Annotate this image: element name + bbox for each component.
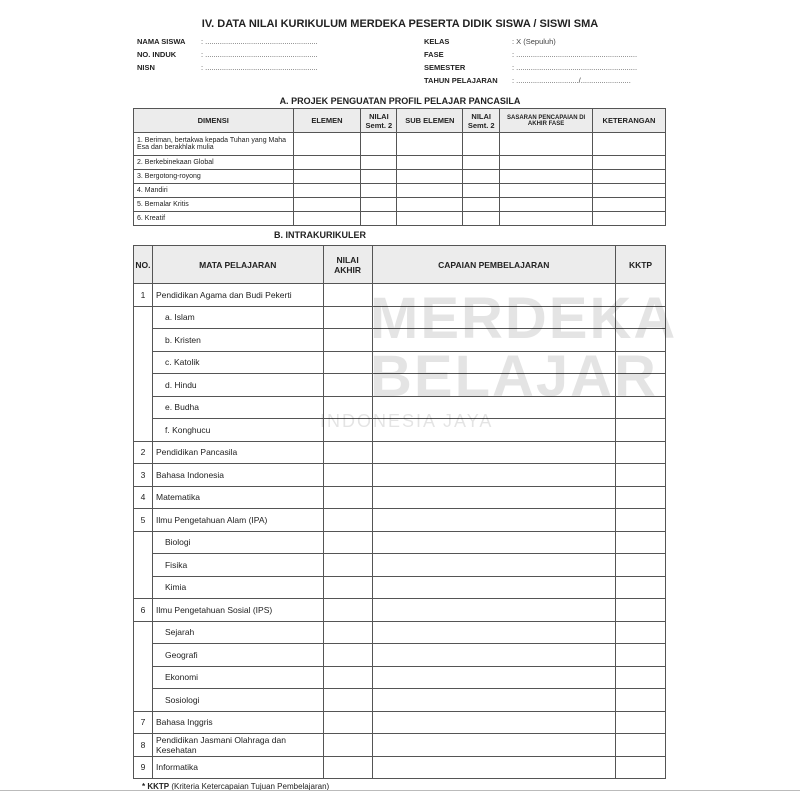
entry-cell[interactable] xyxy=(293,212,361,226)
section-b-title: B. INTRAKURIKULER xyxy=(274,230,366,240)
kktp-cell[interactable] xyxy=(616,531,666,554)
entry-cell[interactable] xyxy=(593,170,666,184)
entry-cell[interactable] xyxy=(463,170,500,184)
info-row xyxy=(424,63,637,76)
nilai-akhir-cell[interactable] xyxy=(323,329,372,352)
subject-name: Ekonomi xyxy=(152,666,323,689)
table-row xyxy=(134,329,666,352)
nilai-akhir-cell[interactable] xyxy=(323,666,372,689)
table-row xyxy=(134,374,666,397)
dimensi-cell: 6. Kreatif xyxy=(134,212,294,226)
capaian-cell[interactable] xyxy=(372,509,615,532)
capaian-cell[interactable] xyxy=(372,329,615,352)
nilai-akhir-cell[interactable] xyxy=(323,756,372,779)
subject-name: Pendidikan Agama dan Budi Pekerti xyxy=(152,284,323,307)
nilai-akhir-cell[interactable] xyxy=(323,419,372,442)
row-number: 7 xyxy=(134,711,153,734)
capaian-cell[interactable] xyxy=(372,554,615,577)
nilai-akhir-cell[interactable] xyxy=(323,284,372,307)
projek-table xyxy=(133,108,666,226)
capaian-cell[interactable] xyxy=(372,599,615,622)
entry-cell[interactable] xyxy=(293,133,361,156)
kktp-cell[interactable] xyxy=(616,621,666,644)
subject-name: d. Hindu xyxy=(152,374,323,397)
kktp-cell[interactable] xyxy=(616,441,666,464)
dimensi-cell: 4. Mandiri xyxy=(134,184,294,198)
table-row xyxy=(134,464,666,487)
entry-cell[interactable] xyxy=(397,198,463,212)
nilai-akhir-cell[interactable] xyxy=(323,599,372,622)
footnote-text: (Kriteria Ketercapaian Tujuan Pembelajaran) xyxy=(169,782,330,791)
table-row xyxy=(134,198,666,212)
table-row xyxy=(134,509,666,532)
row-number: 1 xyxy=(134,284,153,307)
info-row xyxy=(137,37,318,50)
table-row xyxy=(134,576,666,599)
entry-cell[interactable] xyxy=(397,212,463,226)
column-header: DIMENSI xyxy=(134,109,294,133)
column-header: MATA PELAJARAN xyxy=(152,246,323,284)
entry-cell[interactable] xyxy=(397,156,463,170)
nilai-akhir-cell[interactable] xyxy=(323,351,372,374)
kktp-cell[interactable] xyxy=(616,599,666,622)
entry-cell[interactable] xyxy=(593,198,666,212)
capaian-cell[interactable] xyxy=(372,396,615,419)
capaian-cell[interactable] xyxy=(372,644,615,667)
column-header: SUB ELEMEN xyxy=(397,109,463,133)
subject-name: Informatika xyxy=(152,756,323,779)
nilai-akhir-cell[interactable] xyxy=(323,531,372,554)
subject-name: Kimia xyxy=(152,576,323,599)
row-number: 4 xyxy=(134,486,153,509)
subject-name: Ilmu Pengetahuan Alam (IPA) xyxy=(152,509,323,532)
table-row xyxy=(134,711,666,734)
table-row xyxy=(134,734,666,757)
capaian-cell[interactable] xyxy=(372,576,615,599)
table-row xyxy=(134,133,666,156)
entry-cell[interactable] xyxy=(361,212,397,226)
capaian-cell[interactable] xyxy=(372,419,615,442)
kktp-cell[interactable] xyxy=(616,576,666,599)
kktp-cell[interactable] xyxy=(616,666,666,689)
table-row xyxy=(134,284,666,307)
subject-name: c. Katolik xyxy=(152,351,323,374)
kktp-cell[interactable] xyxy=(616,351,666,374)
column-header: KKTP xyxy=(616,246,666,284)
column-header: CAPAIAN PEMBELAJARAN xyxy=(372,246,615,284)
entry-cell[interactable] xyxy=(361,133,397,156)
info-label: FASE xyxy=(424,50,444,59)
kktp-cell[interactable] xyxy=(616,374,666,397)
entry-cell[interactable] xyxy=(361,198,397,212)
section-a-title: A. PROJEK PENGUATAN PROFIL PELAJAR PANCASILA xyxy=(279,96,521,106)
entry-cell[interactable] xyxy=(500,170,593,184)
kktp-cell[interactable] xyxy=(616,644,666,667)
subject-name: e. Budha xyxy=(152,396,323,419)
capaian-cell[interactable] xyxy=(372,486,615,509)
table-row xyxy=(134,554,666,577)
footnote-term: * KKTP xyxy=(142,782,170,791)
nilai-akhir-cell[interactable] xyxy=(323,306,372,329)
table-row xyxy=(134,666,666,689)
nilai-akhir-cell[interactable] xyxy=(323,644,372,667)
table-row xyxy=(134,441,666,464)
entry-cell[interactable] xyxy=(293,170,361,184)
nilai-akhir-cell[interactable] xyxy=(323,464,372,487)
kktp-cell[interactable] xyxy=(616,284,666,307)
entry-cell[interactable] xyxy=(593,184,666,198)
capaian-cell[interactable] xyxy=(372,284,615,307)
table-row xyxy=(134,756,666,779)
subject-name: Biologi xyxy=(152,531,323,554)
entry-cell[interactable] xyxy=(397,170,463,184)
row-number: 5 xyxy=(134,509,153,532)
info-label: KELAS xyxy=(424,37,450,46)
dimensi-cell: 5. Bernalar Kritis xyxy=(134,198,294,212)
kktp-cell[interactable] xyxy=(616,689,666,712)
entry-cell[interactable] xyxy=(397,133,463,156)
info-label: SEMESTER xyxy=(424,63,466,72)
table-row xyxy=(134,184,666,198)
nilai-akhir-cell[interactable] xyxy=(323,374,372,397)
subject-name: Pendidikan Jasmani Olahraga dan Kesehatan xyxy=(152,734,323,757)
row-number: 9 xyxy=(134,756,153,779)
entry-cell[interactable] xyxy=(593,133,666,156)
entry-cell[interactable] xyxy=(500,133,593,156)
entry-cell[interactable] xyxy=(500,156,593,170)
table-row xyxy=(134,644,666,667)
table-row xyxy=(134,486,666,509)
kktp-cell[interactable] xyxy=(616,306,666,329)
row-number xyxy=(134,306,153,441)
nilai-akhir-cell[interactable] xyxy=(323,734,372,757)
table-row xyxy=(134,212,666,226)
dimensi-cell: 2. Berkebinekaan Global xyxy=(134,156,294,170)
column-header: SASARAN PENCAPAIAN DI AKHIR FASE xyxy=(500,109,593,133)
entry-cell[interactable] xyxy=(500,184,593,198)
capaian-cell[interactable] xyxy=(372,756,615,779)
info-value[interactable]: : .......................................................... xyxy=(512,63,638,72)
nilai-akhir-cell[interactable] xyxy=(323,621,372,644)
table-row xyxy=(134,599,666,622)
merdeka-belajar-watermark: MERDEKA BELAJAR INDONESIA JAYA xyxy=(320,286,678,431)
nilai-akhir-cell[interactable] xyxy=(323,576,372,599)
column-header: NILAI Semt. 2 xyxy=(361,109,397,133)
info-row xyxy=(424,50,637,63)
capaian-cell[interactable] xyxy=(372,711,615,734)
column-header: ELEMEN xyxy=(293,109,361,133)
kktp-cell[interactable] xyxy=(616,756,666,779)
info-value[interactable]: : ............................../........................ xyxy=(512,76,631,85)
entry-cell[interactable] xyxy=(593,212,666,226)
info-label: TAHUN PELAJARAN xyxy=(424,76,498,85)
info-value[interactable]: : ...................................................... xyxy=(201,50,318,59)
capaian-cell[interactable] xyxy=(372,464,615,487)
capaian-cell[interactable] xyxy=(372,666,615,689)
entry-cell[interactable] xyxy=(593,156,666,170)
kktp-cell[interactable] xyxy=(616,509,666,532)
entry-cell[interactable] xyxy=(361,170,397,184)
capaian-cell[interactable] xyxy=(372,374,615,397)
nilai-akhir-cell[interactable] xyxy=(323,711,372,734)
row-number: 3 xyxy=(134,464,153,487)
subject-name: Matematika xyxy=(152,486,323,509)
student-info-right xyxy=(424,37,637,89)
subject-name: Sejarah xyxy=(152,621,323,644)
entry-cell[interactable] xyxy=(397,184,463,198)
column-header: KETERANGAN xyxy=(593,109,666,133)
subject-name: Geografi xyxy=(152,644,323,667)
info-value[interactable]: : ...................................................... xyxy=(201,37,318,46)
subject-name: a. Islam xyxy=(152,306,323,329)
kktp-cell[interactable] xyxy=(616,329,666,352)
info-row xyxy=(137,50,318,63)
capaian-cell[interactable] xyxy=(372,689,615,712)
capaian-cell[interactable] xyxy=(372,441,615,464)
subject-name: Pendidikan Pancasila xyxy=(152,441,323,464)
row-number: 6 xyxy=(134,599,153,622)
entry-cell[interactable] xyxy=(463,133,500,156)
nilai-akhir-cell[interactable] xyxy=(323,396,372,419)
info-label: NO. INDUK xyxy=(137,50,177,59)
subject-name: Sosiologi xyxy=(152,689,323,712)
capaian-cell[interactable] xyxy=(372,734,615,757)
dimensi-cell: 1. Beriman, bertakwa kepada Tuhan yang Maha Esa dan berakhlak mulia xyxy=(134,133,294,156)
entry-cell[interactable] xyxy=(463,198,500,212)
student-info-left xyxy=(137,37,318,76)
info-row xyxy=(424,37,637,50)
subject-name: Ilmu Pengetahuan Sosial (IPS) xyxy=(152,599,323,622)
divider xyxy=(0,790,800,791)
nilai-akhir-cell[interactable] xyxy=(323,509,372,532)
table-row xyxy=(134,306,666,329)
intrakurikuler-table xyxy=(133,245,678,779)
table-row xyxy=(134,689,666,712)
info-label: NISN xyxy=(137,63,155,72)
table-row xyxy=(134,419,666,442)
capaian-cell[interactable] xyxy=(372,531,615,554)
subject-name: Fisika xyxy=(152,554,323,577)
table-row xyxy=(134,170,666,184)
row-number xyxy=(134,531,153,599)
row-number: 8 xyxy=(134,734,153,757)
subject-name: f. Konghucu xyxy=(152,419,323,442)
info-label: NAMA SISWA xyxy=(137,37,186,46)
subject-name: b. Kristen xyxy=(152,329,323,352)
column-header: NO. xyxy=(134,246,153,284)
kktp-cell[interactable] xyxy=(616,464,666,487)
info-row xyxy=(424,76,637,89)
info-value[interactable]: : X (Sepuluh) xyxy=(512,37,556,46)
entry-cell[interactable] xyxy=(293,156,361,170)
entry-cell[interactable] xyxy=(500,212,593,226)
capaian-cell[interactable] xyxy=(372,351,615,374)
row-number: 2 xyxy=(134,441,153,464)
kktp-cell[interactable] xyxy=(616,734,666,757)
page-title: IV. DATA NILAI KURIKULUM MERDEKA PESERTA DIDIK SISWA / SISWI SMA xyxy=(201,18,599,30)
entry-cell[interactable] xyxy=(293,198,361,212)
entry-cell[interactable] xyxy=(463,212,500,226)
nilai-akhir-cell[interactable] xyxy=(323,554,372,577)
entry-cell[interactable] xyxy=(500,198,593,212)
entry-cell[interactable] xyxy=(293,184,361,198)
kktp-cell[interactable] xyxy=(616,554,666,577)
info-row xyxy=(137,63,318,76)
dimensi-cell: 3. Bergotong-royong xyxy=(134,170,294,184)
nilai-akhir-cell[interactable] xyxy=(323,441,372,464)
kktp-cell[interactable] xyxy=(616,396,666,419)
entry-cell[interactable] xyxy=(361,184,397,198)
kktp-cell[interactable] xyxy=(616,711,666,734)
capaian-cell[interactable] xyxy=(372,306,615,329)
column-header: NILAI Semt. 2 xyxy=(463,109,500,133)
column-header: NILAI AKHIR xyxy=(323,246,372,284)
table-row xyxy=(134,396,666,419)
entry-cell[interactable] xyxy=(463,184,500,198)
subject-name: Bahasa Indonesia xyxy=(152,464,323,487)
table-row xyxy=(134,156,666,170)
table-row xyxy=(134,621,666,644)
subject-name: Bahasa Inggris xyxy=(152,711,323,734)
nilai-akhir-cell[interactable] xyxy=(323,689,372,712)
entry-cell[interactable] xyxy=(361,156,397,170)
entry-cell[interactable] xyxy=(463,156,500,170)
capaian-cell[interactable] xyxy=(372,621,615,644)
info-value[interactable]: : ...................................................... xyxy=(201,63,318,72)
kktp-cell[interactable] xyxy=(616,486,666,509)
nilai-akhir-cell[interactable] xyxy=(323,486,372,509)
table-row xyxy=(134,351,666,374)
info-value[interactable]: : .......................................................... xyxy=(512,50,638,59)
table-row xyxy=(134,531,666,554)
kktp-cell[interactable] xyxy=(616,419,666,442)
row-number xyxy=(134,621,153,711)
